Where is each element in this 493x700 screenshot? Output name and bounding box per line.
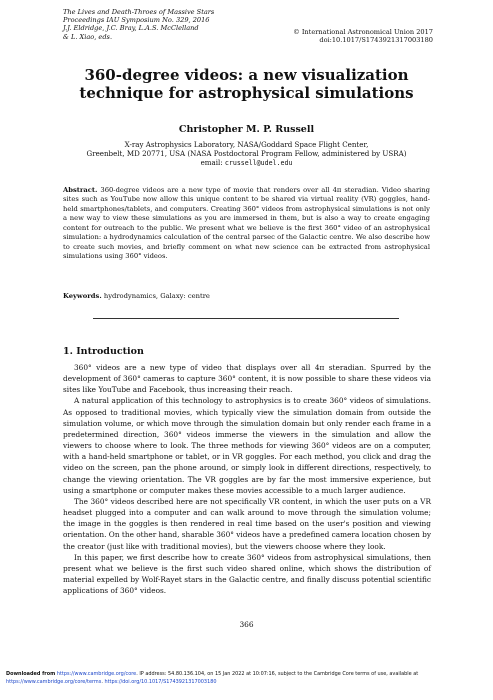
header-line: J.J. Eldridge, J.C. Bray, L.A.S. McClelland [63, 24, 199, 33]
abstract [63, 186, 430, 262]
keywords [63, 292, 430, 301]
download-footer [6, 670, 490, 687]
keywords-text: hydrodynamics, Galaxy: centre [103, 292, 210, 300]
email-label: email: [200, 158, 223, 168]
title-line: 360-degree videos: a new visualization [84, 66, 409, 84]
paragraph: In this paper, we first describe how to create 360° videos from astrophysical simulations, then present what we believe is the first such video shared online, which shows the distribution of material expelled by Wolf-Rayet stars in the Galactic centre, and finally discuss potential scientific applications of 360° videos. [63, 552, 431, 596]
abstract-text: 360-degree videos are a new type of movie that renders over all 4π steradian. Video sharing sites such as YouTube now allow this unique content to be shared via virtual reality (VR) goggles, hand-held smartphones/tablets, and computers. Creating 360° videos from astrophysical simulations is not only a new way to view these simulations as you are immersed in them, but is also a way to create engaging content for outreach to the public. We present what we believe is the first 360° video of an astrophysical simulation: a hydrodynamics calculation of the central parsec of the Galactic centre. We also describe how to create such movies, and briefly comment on what new science can be extracted from astrophysical simulations using 360° videos. [63, 186, 430, 261]
paragraph: The 360° videos described here are not specifically VR content, in which the user puts on a VR headset plugged into a computer and can walk around to move through the simulation volume; the image in the goggles is then rendered in real time based on the user's position and viewing orientation. On the other hand, sharable 360° videos have a predefined camera location chosen by the creator (just like with traditional movies), but the viewers choose where they look. [63, 496, 431, 551]
page-number: 366 [239, 620, 254, 629]
section-heading: 1. Introduction [63, 346, 144, 357]
terms-link[interactable]: https://www.cambridge.org/core/terms [6, 679, 102, 686]
title-line: technique for astrophysical simulations [79, 84, 414, 102]
email-line [30, 158, 463, 168]
footer-line-1 [6, 670, 490, 678]
doi: doi:10.1017/S1743921317003180 [319, 36, 433, 45]
ip-text: . IP address: 54.80.136.104, on 15 Jan 2022 at 10:07:16, subject to the Cambridge Core terms of use, available at [136, 671, 419, 677]
header-line: & L. Xiao, eds. [63, 32, 113, 41]
doi-link[interactable]: https://doi.org/10.1017/S1743921317003180 [104, 679, 217, 686]
divider [93, 318, 399, 319]
paragraph: A natural application of this technology to astrophysics is to create 360° videos of simulations. As opposed to traditional movies, which typically view the simulation domain from outside the simulation volume, or which move through the simulation domain but only render each frame in a predetermined direction, 360° videos immerse the viewers in the simulation and allow the viewers to choose where to look. The three methods for viewing 360° videos are on a computer, with a hand-held smartphone or tablet, or in VR goggles. For each method, you click and drag the video on the screen, pan the phone around, or simply look in different directions, respectively, to change the viewing orientation. The VR goggles are by far the most immersive experience, but using a smartphone or computer makes these movies accessible to a much larger audience. [63, 396, 431, 495]
cambridge-core-link[interactable]: https://www.cambridge.org/core [56, 671, 137, 677]
paragraph: 360° videos are a new type of video that displays over all 4π steradian. Spurred by the development of 360° cameras to capture 360° content, it is now possible to share these videos via sites like YouTube and Facebook, thus increasing their reach. [63, 363, 431, 395]
body-text [63, 362, 431, 596]
footer-line-2: https://www.cambridge.org/core/terms. https://doi.org/10.1017/S1743921317003180 [6, 679, 217, 686]
header-line: The Lives and Death-Throes of Massive Stars [63, 8, 215, 16]
running-header-right [233, 28, 433, 44]
author: Christopher M. P. Russell [178, 124, 315, 135]
affiliation-line: X-ray Astrophysics Laboratory, NASA/Goddard Space Flight Center, [124, 140, 369, 149]
paper-title [40, 66, 453, 102]
abstract-label: Abstract. [63, 186, 98, 194]
keywords-label: Keywords. [63, 292, 102, 300]
affiliation [30, 140, 463, 169]
affiliation-line: Greenbelt, MD 20771, USA (NASA Postdoctoral Program Fellow, administered by USRA) [86, 149, 407, 159]
header-line: Proceedings IAU Symposium No. 329, 2016 [63, 16, 210, 25]
downloaded-from-label: Downloaded from [6, 671, 56, 677]
email-address[interactable]: crussell@udel.edu [224, 159, 293, 168]
copyright-notice: © International Astronomical Union 2017 [293, 28, 433, 36]
